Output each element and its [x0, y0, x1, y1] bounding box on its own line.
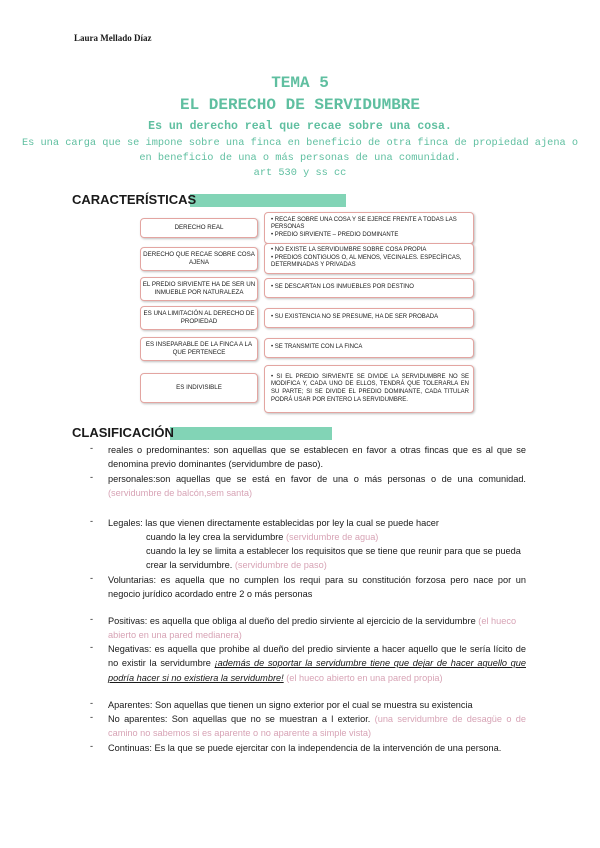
detail-item: • SI EL PREDIO SIRVIENTE SE DIVIDE LA SERVIDUMBRE NO SE MODIFICA Y, CADA UNO DE ELLOS, TENDRÁ QUE TOLERARLA EN SU PARTE; SI SE DIVIDE EL PREDIO DOMINANTE, CADA TITULAR PODRÁ USAR POR ENTERO LA SERVIDUMBRE.: [271, 373, 469, 403]
definition-body: [20, 136, 580, 181]
list-dash: -: [90, 642, 94, 652]
caracteristicas-heading: CARACTERÍSTICAS: [72, 192, 197, 207]
list-dash: -: [90, 516, 94, 526]
list-dash: -: [90, 443, 94, 453]
characteristic-label: DERECHO REAL: [140, 218, 258, 238]
detail-item: • SE TRANSMITE CON LA FINCA: [271, 344, 363, 351]
heading-highlight: [170, 427, 332, 440]
personales-example: (servidumbre de balcón,sem santa): [108, 488, 253, 499]
list-dash: -: [90, 472, 94, 482]
item-personales: [108, 472, 526, 501]
no-aparentes-example: (una servidumbre de desagüe o de camino no sabemos si es aparente o no aparente a simple vista): [108, 714, 526, 739]
legales-a-example: (servidumbre de agua): [285, 532, 379, 542]
positivas-example: (el hueco abierto en una pared medianera): [108, 616, 517, 641]
characteristic-label: EL PREDIO SIRVIENTE HA DE SER UN INMUEBLE POR NATURALEZA: [140, 277, 258, 301]
detail-item: • PREDIOS CONTIGUOS O, AL MENOS, VECINALES. ESPECÍFICAS, DETERMINADAS Y PRIVADAS: [271, 254, 462, 269]
legal-reference: art 530 y ss cc: [253, 167, 347, 179]
detail-item: • PREDIO SIRVIENTE – PREDIO DOMINANTE: [271, 231, 399, 238]
list-dash: -: [90, 614, 94, 624]
detail-item: • NO EXISTE LA SERVIDUMBRE SOBRE COSA PROPIA: [271, 247, 427, 254]
list-dash: -: [90, 741, 94, 751]
characteristic-label: DERECHO QUE RECAE SOBRE COSA AJENA: [140, 247, 258, 271]
no-aparentes-text: No aparentes: Son aquellas que no se muestran a l exterior.: [108, 714, 371, 724]
item-legales: Legales: las que vienen directamente establecidas por ley la cual se puede hacer: [108, 518, 439, 528]
positivas-text: Positivas: es aquella que obliga al dueño del predio sirviente al ejercicio de la servidumbre: [108, 616, 476, 626]
legales-sub-a: [146, 530, 530, 544]
negativas-note: ¡además de soportar la servidumbre tiene que dejar de hacer aquello que podría hacer si no existiera la servidumbre!: [108, 658, 526, 683]
legales-a-text: cuando la ley crea la servidumbre: [146, 532, 284, 542]
page-title: EL DERECHO DE SERVIDUMBRE: [179, 96, 421, 114]
definition-lead: Es un derecho real que recae sobre una cosa.: [148, 120, 452, 133]
item-continuas: Continuas: Es la que se puede ejercitar con la independencia de la intervención de una persona.: [108, 743, 502, 753]
characteristic-detail: [264, 338, 474, 358]
detail-item: • SE DESCARTAN LOS INMUEBLES POR DESTINO: [271, 284, 414, 291]
list-dash: -: [90, 712, 94, 722]
characteristic-label: ES INSEPARABLE DE LA FINCA A LA QUE PERTENECE: [140, 337, 258, 361]
item-voluntarias: Voluntarias: es aquella que no cumplen los requi para su constitución forzosa pero nace por un negocio jurídico acordado entre 2 o más personas: [108, 575, 526, 600]
characteristic-detail: [264, 243, 474, 274]
detail-item: • SU EXISTENCIA NO SE PRESUME, HA DE SER PROBADA: [271, 314, 439, 321]
clasificacion-heading: CLASIFICACIÓN: [72, 425, 174, 440]
author-name: Laura Mellado Díaz: [74, 33, 152, 43]
heading-highlight: [190, 194, 346, 207]
negativas-example: (el hueco abierto en una pared propia): [286, 672, 443, 683]
topic-number: TEMA 5: [271, 74, 329, 92]
legales-b-text: cuando la ley se limita a establecer los requisitos que se tiene que reunir para que se pueda crear la servidumbre.: [146, 546, 521, 571]
characteristic-detail: [264, 212, 474, 244]
list-dash: -: [90, 698, 94, 708]
item-aparentes: Aparentes: Son aquellas que tienen un signo exterior por el cual se muestra su existencia: [108, 700, 473, 710]
legales-sub-b: [146, 544, 530, 573]
definition-text: Es una carga que se impone sobre una finca en beneficio de otra finca de propiedad ajena o en beneficio de una o más personas de una comunidad.: [21, 137, 579, 164]
personales-text: personales:son aquellas que se está en favor de una o más personas o de una comunidad.: [108, 474, 526, 484]
characteristic-label: ES INDIVISIBLE: [140, 373, 258, 403]
characteristic-detail: [264, 278, 474, 298]
item-no-aparentes: [108, 712, 526, 741]
item-reales: reales o predominantes: son aquellas que se establecen en favor a otras fincas que es al que se denomina previo dominantes (servidumbre de paso).: [108, 445, 526, 470]
negativas-text: Negativas: es aquella que prohibe al dueño del predio sirviente a hacer aquello que le sería lícito de no existir la servidumbre: [108, 644, 526, 669]
characteristic-label: ES UNA LIMITACIÓN AL DERECHO DE PROPIEDAD: [140, 306, 258, 330]
characteristic-detail: [264, 308, 474, 328]
characteristic-detail: [264, 365, 474, 413]
item-negativas: [108, 642, 526, 685]
legales-b-example: (servidumbre de paso): [234, 560, 327, 571]
list-dash: -: [90, 573, 94, 583]
detail-item: • RECAE SOBRE UNA COSA Y SE EJERCE FRENTE A TODAS LAS PERSONAS: [271, 216, 457, 231]
item-positivas: [108, 614, 526, 643]
